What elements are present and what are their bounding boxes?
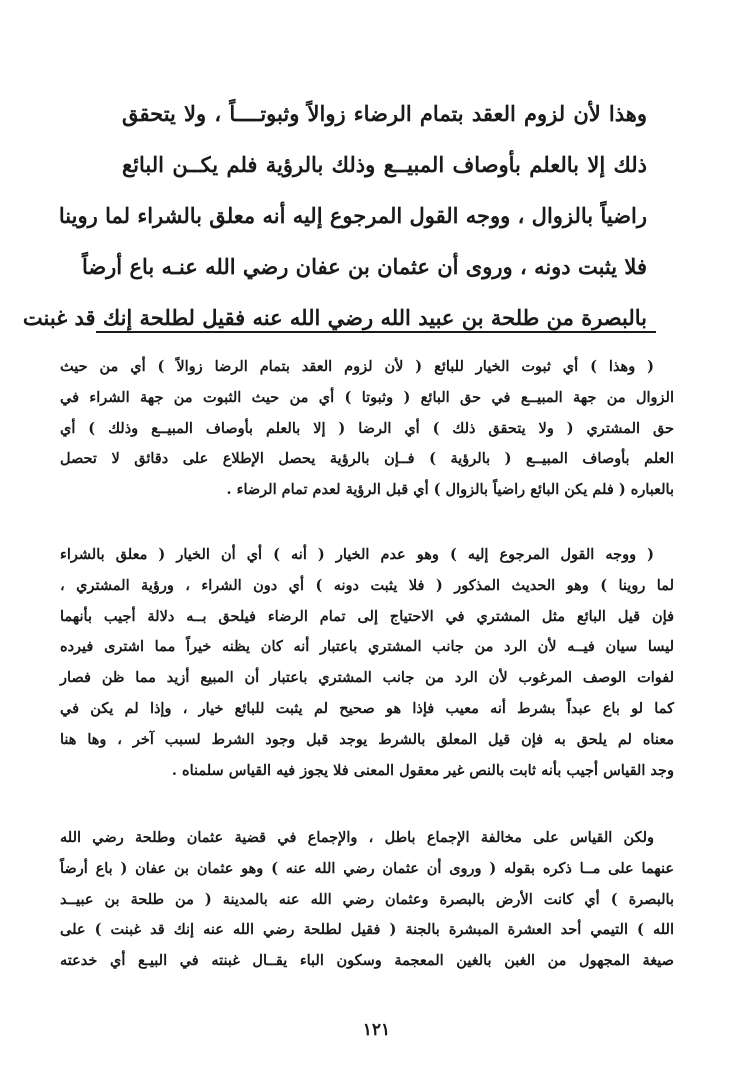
- commentary-line: صيغة المجهول من الغبن بالغين المعجمة وسكون الباء يقــال غبنته في البيـع أي خدعته: [60, 952, 674, 970]
- main-text-line: فلا يثبت دونه ، وروى أن عثمان بن عفان رضي الله عنـه باع أرضاً: [81, 254, 647, 279]
- commentary-line: الزوال من جهة المبيــع في حق البائع ( وثبوتا ) أي من حيث الثبوت من جهة الشراء في: [60, 388, 674, 406]
- page-number: ١٢١: [362, 1020, 391, 1040]
- commentary-line: بالبصرة ) أي كانت الأرض بالبصرة وعثمان رضي الله عنه بالمدينة ( من طلحة بن عبيــد: [60, 890, 674, 908]
- main-text-line: راضياً بالزوال ، ووجه القول المرجوع إليه أنه معلق بالشراء لما روينا: [58, 203, 647, 228]
- divider-rule: [96, 331, 656, 333]
- commentary-paragraph-3: [60, 823, 674, 977]
- commentary-paragraph-1: [60, 352, 674, 506]
- commentary-line: ( وهذا ) أي ثبوت الخيار للبائع ( لأن لزوم العقد بتمام الرضا زوالاً ) أي من حيث: [60, 358, 654, 375]
- commentary-line: معناه لم يلحق به فإن قيل المعلق بالشرط يوجد قبل وجود الشرط لسبب آخر ، وها هنا: [60, 730, 674, 748]
- commentary-line: ليسا سيان فيــه لأن الرد من جانب المشتري باعتبار أنه كان يظنه خيراً مما اشترى فيرده: [60, 638, 674, 656]
- main-text: [22, 88, 647, 343]
- commentary-line: لفوات الوصف المرغوب لأن الرد من جانب المشتري باعتبار أن المبيع أزيد مما ظن فصار: [60, 669, 674, 687]
- main-text-line: وهذا لأن لزوم العقد بتمام الرضاء زوالاً وثبوتــــاً ، ولا يتحقق: [122, 101, 647, 126]
- commentary-line: وجد القياس أجيب بأنه ثابت بالنص غير معقول المعنى فلا يجوز فيه القياس سلمناه .: [171, 761, 674, 779]
- commentary-line: حق المشتري ( ولا يتحقق ذلك ) أي الرضا ( إلا بالعلم بأوصاف المبيــع وذلك ) أي: [60, 419, 674, 437]
- commentary-line: كما لو باع عبداً بشرط أنه معيب فإذا هو صحيح لم يثبت للبائع خيار ، وإذا لم يكن في: [60, 699, 674, 717]
- commentary-line: العلم بأوصاف المبيــع ( بالرؤية ) فــإن بالرؤية يحصل الإطلاع على دقائق لا تحصل: [60, 450, 674, 468]
- main-text-line: بالبصرة من طلحة بن عبيد الله رضي الله عنه فقيل لطلحة إنك قد غبنت: [22, 305, 647, 330]
- commentary-line: عنهما على مــا ذكره بقوله ( وروى أن عثمان رضي الله عنه ) وهو عثمان بن عفان ( باع أرضاً: [60, 859, 674, 877]
- commentary-paragraph-2: [60, 540, 674, 786]
- commentary-line: بالعباره ( فلم يكن البائع راضياً بالزوال ) أي قبل الرؤية لعدم تمام الرضاء .: [226, 481, 674, 499]
- commentary-line: فإن قيل البائع مثل المشتري في الاحتياج إلى تمام الرضاء فيلحق بــه دلالة أجيب بأنهما: [60, 607, 674, 625]
- commentary-line: ( ووجه القول المرجوع إليه ) وهو عدم الخيار ( أنه ) أي أن الخيار ( معلق بالشراء: [60, 546, 654, 563]
- commentary-line: الله ) التيمي أحد العشرة المبشرة بالجنة ( فقيل لطلحة رضي الله عنه إنك قد غبنت ) على: [60, 921, 674, 939]
- commentary-line: ولكن القياس على مخالفة الإجماع باطل ، والإجماع في قضية عثمان وطلحة رضي الله: [60, 829, 654, 846]
- commentary-line: لما روينا ) وهو الحديث المذكور ( فلا يثبت دونه ) أي دون الشراء ، ورؤية المشتري ،: [60, 576, 674, 594]
- main-text-line: ذلك إلا بالعلم بأوصاف المبيــع وذلك بالرؤية فلم يكــن البائع: [122, 152, 647, 177]
